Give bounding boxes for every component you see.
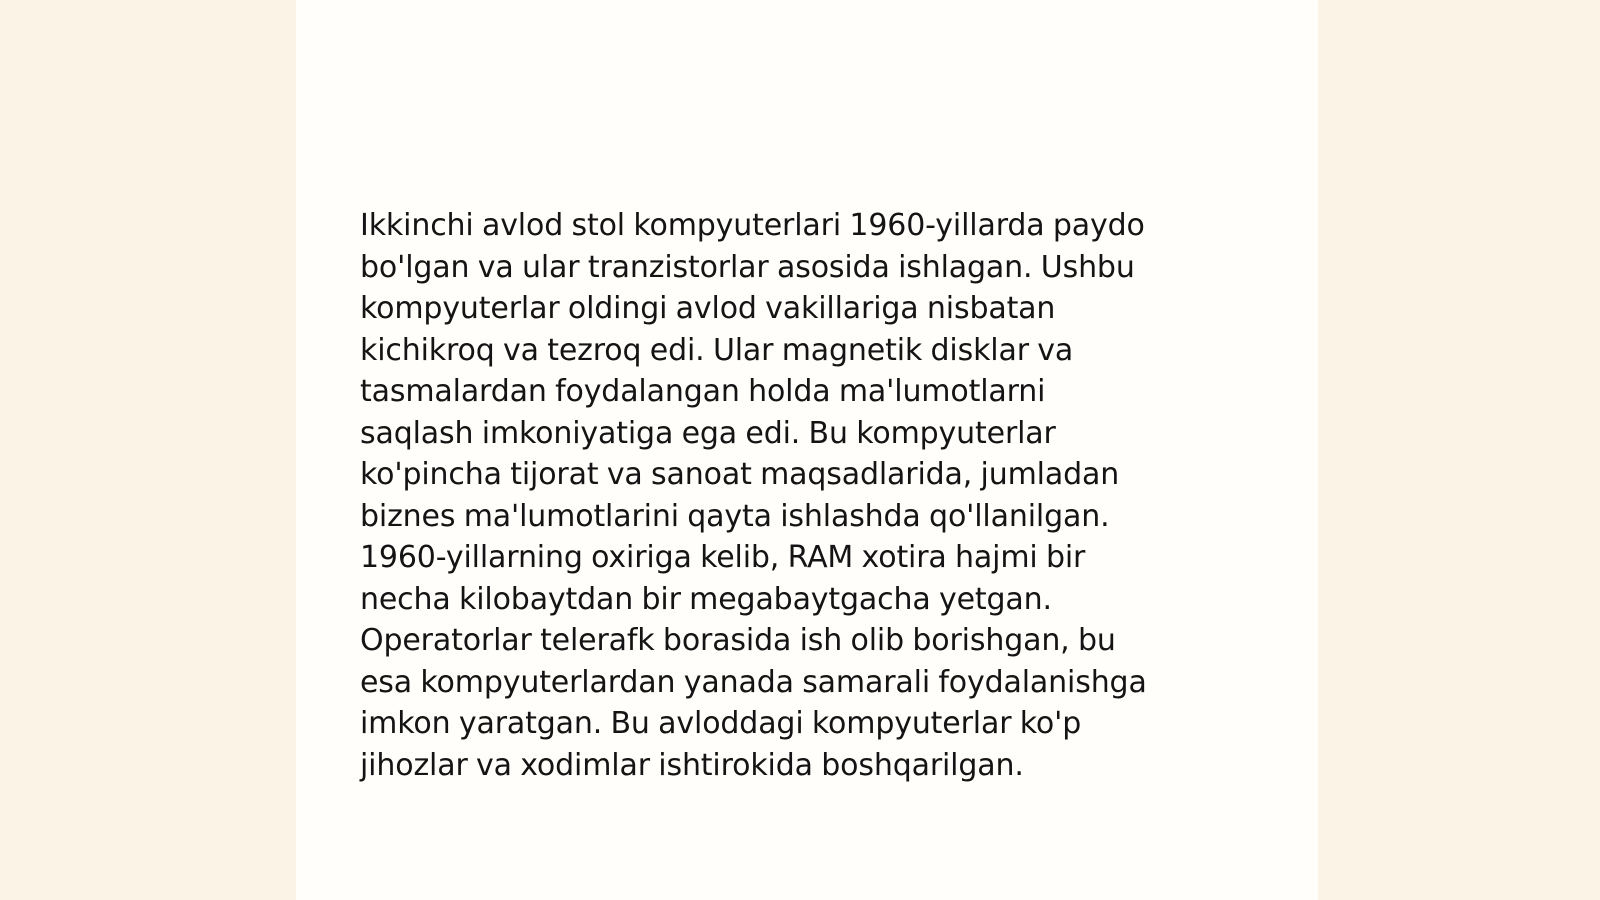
paragraph-line: 1960-yillarning oxiriga kelib, RAM xotira hajmi bir bbox=[360, 540, 1086, 575]
paragraph-line: kompyuterlar oldingi avlod vakillariga nisbatan bbox=[360, 291, 1056, 326]
body-paragraph bbox=[360, 205, 1240, 786]
paragraph-line: ko'pincha tijorat va sanoat maqsadlarida, jumladan bbox=[360, 457, 1120, 492]
paragraph-line: bo'lgan va ular tranzistorlar asosida ishlagan. Ushbu bbox=[360, 249, 1135, 285]
paragraph-line: jihozlar va xodimlar ishtirokida boshqarilgan. bbox=[360, 747, 1024, 783]
paragraph-line: Ikkinchi avlod stol kompyuterlari 1960-yillarda paydo bbox=[360, 208, 1145, 243]
paragraph-line: esa kompyuterlardan yanada samarali foydalanishga bbox=[360, 664, 1147, 700]
paragraph-line: imkon yaratgan. Bu avloddagi kompyuterlar ko'p bbox=[360, 706, 1082, 741]
paragraph-line: tasmalardan foydalangan holda ma'lumotlarni bbox=[360, 374, 1046, 409]
document-page bbox=[296, 0, 1318, 900]
paragraph-line: biznes ma'lumotlarini qayta ishlashda qo'llanilgan. bbox=[360, 498, 1110, 534]
paragraph-line: necha kilobaytdan bir megabaytgacha yetgan. bbox=[360, 581, 1052, 617]
paragraph-line: kichikroq va tezroq edi. Ular magnetik disklar va bbox=[360, 332, 1074, 368]
paragraph-line: saqlash imkoniyatiga ega edi. Bu kompyuterlar bbox=[360, 415, 1056, 451]
paragraph-line: Operatorlar telerafk borasida ish olib borishgan, bu bbox=[360, 623, 1116, 658]
